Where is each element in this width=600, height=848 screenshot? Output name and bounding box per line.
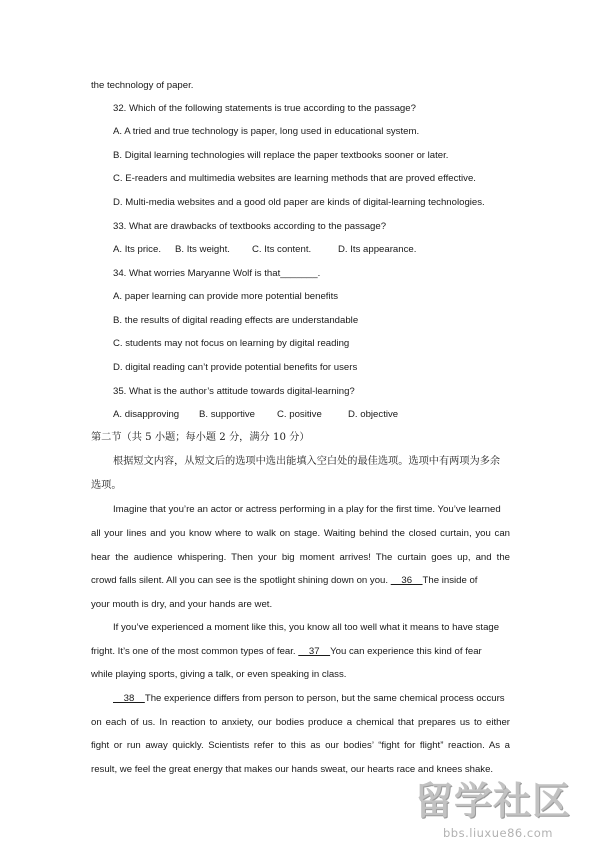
passage-p2-line2: [91, 646, 482, 658]
continued-line: the technology of paper.: [91, 80, 194, 91]
option-34-a: A. paper learning can provide more potential benefits: [113, 291, 339, 302]
option-34-c: C. students may not focus on learning by digital reading: [113, 338, 350, 349]
passage-p3-line3: fight or run away quickly. Scientists refer to this as our bodies’ “fight for flight” reaction. As a: [91, 740, 510, 751]
passage-p1-line4-a: crowd falls silent. All you can see is the spotlight shining down on you.: [91, 575, 389, 586]
blank-36: 36: [390, 575, 423, 586]
watermark: [415, 778, 590, 848]
options-35: [113, 409, 398, 421]
passage-p1-line1: Imagine that you’re an actor or actress performing in a play for the first time. You’ve learned: [113, 504, 501, 515]
passage-p1-line5: your mouth is dry, and your hands are wet.: [91, 599, 273, 610]
option-35-a: A. disapproving: [113, 409, 180, 420]
option-32-d: D. Multi-media websites and a good old paper are kinds of digital-learning technologies.: [113, 197, 485, 208]
option-33-d: D. Its appearance.: [338, 244, 417, 255]
passage-p1-line4-b: The inside of: [422, 575, 478, 586]
option-35-b: B. supportive: [199, 409, 255, 420]
watermark-url: bbs.liuxue86.com: [443, 826, 553, 840]
option-35-c: C. positive: [277, 409, 322, 420]
blank-38: 38: [113, 693, 145, 704]
question-33: 33. What are drawbacks of textbooks according to the passage?: [113, 221, 387, 232]
question-34: 34. What worries Maryanne Wolf is that_______.: [113, 268, 321, 279]
blank-37: 37: [298, 646, 331, 657]
passage-p1-line4: [91, 575, 477, 587]
option-33-a: A. Its price.: [113, 244, 161, 255]
watermark-logo: 留学社区: [415, 779, 572, 823]
option-33-b: B. Its weight.: [175, 244, 230, 255]
section-heading: 第二节（共 5 小题；每小题 2 分，满分 10 分）: [91, 432, 310, 443]
passage-p3-line1: [113, 693, 505, 705]
passage-p2-line3: while playing sports, giving a talk, or even speaking in class.: [91, 669, 347, 680]
section-instructions: 根据短文内容，从短文后的选项中选出能填入空白处的最佳选项。选项中有两项为多余: [113, 456, 501, 467]
question-32: 32. Which of the following statements is true according to the passage?: [113, 103, 416, 114]
question-35: 35. What is the author’s attitude towards digital-learning?: [113, 386, 355, 397]
passage-p3-line2: on each of us. In reaction to anxiety, our bodies produce a chemical that prepares us to either: [91, 717, 510, 728]
passage-p2-line2-a: fright. It’s one of the most common types of fear.: [91, 646, 296, 657]
section-instructions-cont: 选项。: [91, 480, 122, 491]
option-32-a: A. A tried and true technology is paper, long used in educational system.: [113, 126, 420, 137]
options-33: [113, 244, 416, 256]
option-32-c: C. E-readers and multimedia websites are learning methods that are proved effective.: [113, 173, 476, 184]
passage-p1-line2: all your lines and you know where to walk on stage. Waiting behind the closed curtain, you can: [91, 528, 510, 539]
option-32-b: B. Digital learning technologies will replace the paper textbooks sooner or later.: [113, 150, 449, 161]
passage-p3-line4: result, we feel the great energy that makes our hands sweat, our hearts race and knees shake.: [91, 764, 494, 775]
option-34-d: D. digital reading can’t provide potential benefits for users: [113, 362, 358, 373]
option-34-b: B. the results of digital reading effects are understandable: [113, 315, 359, 326]
passage-p2-line2-b: You can experience this kind of fear: [330, 646, 482, 657]
option-35-d: D. objective: [348, 409, 399, 420]
passage-p3-line1-b: The experience differs from person to person, but the same chemical process occurs: [144, 693, 505, 704]
option-33-c: C. Its content.: [252, 244, 312, 255]
passage-p1-line3: hear the audience whispering. Then your big moment arrives! The curtain goes up, and the: [91, 552, 510, 563]
passage-p2-line1: If you’ve experienced a moment like this, you know all too well what it means to have stage: [113, 622, 500, 633]
